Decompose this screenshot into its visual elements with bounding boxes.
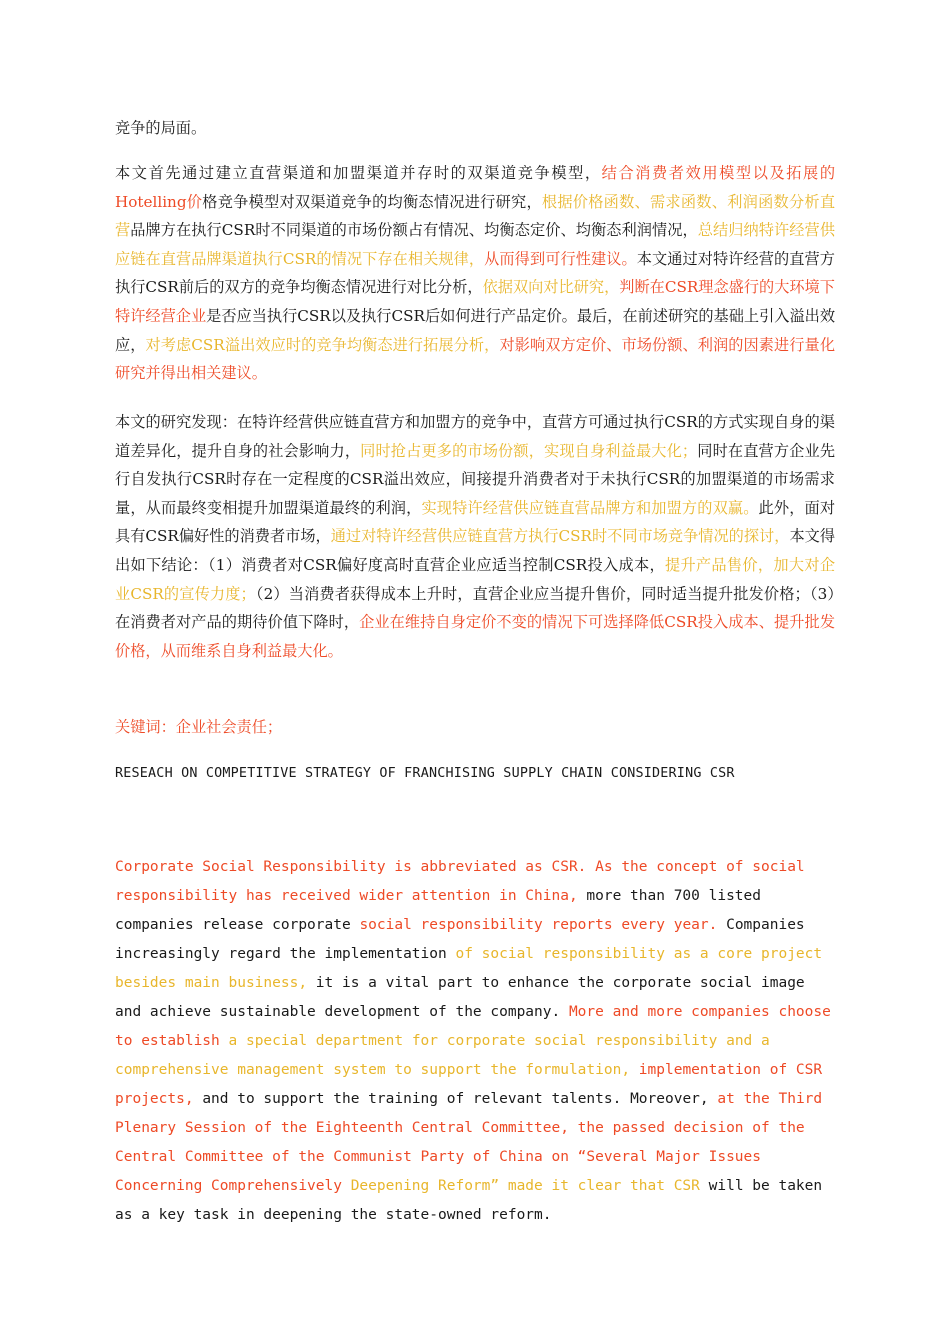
text-segment-amber: 对考虑CSR溢出效应时的竞争均衡态进行拓展分析， [145, 335, 500, 354]
text-segment-dark: 本文首先通过建立直营渠道和加盟渠道并存时的双渠道竞争模型， [115, 164, 602, 182]
text-segment-red: More and more companies choose to establish [115, 1004, 831, 1049]
text-segment-dark: 本文得出如下结论：（1）消费者对CSR偏好度高时直营企业应适当控制CSR投入成本， [115, 527, 835, 574]
text-segment-dark: 此外，面对具有CSR偏好性的消费者市场， [115, 498, 836, 546]
english-abstract-paragraph [115, 853, 835, 1230]
paragraph-intro-tail: 竞争的局面。 [115, 119, 207, 137]
text-segment-amber: of social responsibility as a core project besides main business, [115, 946, 823, 991]
text-segment-dark: it is a vital part to enhance the corporate social image and achieve sustainable development of the company. [115, 975, 805, 1020]
text-segment-dark: 本文通过对特许经营的直营方执行CSR前后的双方的竞争均衡态情况进行对比分析， [115, 249, 835, 297]
text-segment-amber: 通过对特许经营供应链直营方执行CSR时不同市场竞争情况的探讨， [330, 527, 790, 546]
text-segment-amber: 根据价格函数、需求函数、利润函数分析直营 [115, 192, 836, 240]
text-segment-amber: 同时抢占更多的市场份额，实现自身利益最大化； [360, 441, 698, 460]
text-segment-red: 结合消费者效用模型以及拓展的Hotelling价 [115, 164, 835, 211]
text-segment-red: implementation of CSR projects, [115, 1062, 823, 1107]
text-segment-red: 企业在维持自身定价不变的情况下可选择降低CSR投入成本、提升批发价格，从而维系自身利益最大化。 [115, 613, 836, 660]
text-segment-amber: 依据双向对比研究， [482, 278, 620, 297]
text-segment-red: at the Third Plenary Session of the Eighteenth Central Committee, the passed decision of the Central Committee of the Communist Party of China on “Several Major Issues Concerning Comprehensively [115, 1091, 823, 1194]
text-segment-dark: Companies increasingly regard the implementation [115, 917, 805, 962]
text-segment-amber: a special department for corporate social responsibility and a comprehensive management system to support the formulation, [115, 1033, 770, 1078]
text-segment-red: 对影响双方定价、市场份额、利润的因素进行量化研究并得出相关建议。 [115, 335, 836, 383]
text-segment-dark: and to support the training of relevant talents. Moreover, [202, 1091, 718, 1107]
text-segment-dark: more than 700 listed companies release corporate [115, 888, 762, 933]
text-segment-dark: （2）当消费者获得成本上升时，直营企业应当提升售价，同时适当提升批发价格；（3）在消费者对产品的期待价值下降时， [115, 584, 835, 632]
keywords-line: 关键词：企业社会责任； [115, 718, 283, 736]
text-segment-dark: 同时在直营方企业先行自发执行CSR时存在一定程度的CSR溢出效应，间接提升消费者对于未执行CSR的加盟渠道的市场需求量，从而最终变相提升加盟渠道最终的利润， [115, 441, 836, 517]
text-segment-red: social responsibility reports every year. [359, 917, 727, 933]
paragraph-findings [115, 408, 835, 665]
text-segment-dark: 是否应当执行CSR以及执行CSR后如何进行产品定价。最后，在前述研究的基础上引入溢出效应， [115, 306, 836, 354]
text-segment-amber: 提升产品售价，加大对企业CSR的宣传力度； [115, 555, 836, 603]
text-segment-dark: 本文的研究发现：在特许经营供应链直营方和加盟方的竞争中，直营方可通过执行CSR的方式实现自身的渠道差异化，提升自身的社会影响力， [115, 413, 835, 460]
text-segment-dark: will be taken as a key task in deepening the state-owned reform. [115, 1178, 823, 1223]
text-segment-red: 从而得到可行性建议。 [484, 249, 637, 268]
paragraph-method [115, 159, 835, 388]
text-segment-dark: 格竞争模型对双渠道竞争的均衡态情况进行研究， [202, 192, 542, 211]
text-segment-red: 判断在CSR理念盛行的大环境下特许经营企业 [115, 278, 835, 325]
text-segment-amber: Deepening Reform” made it clear that CSR [350, 1178, 709, 1194]
text-segment-amber: 总结归纳特许经营供应链在直营品牌渠道执行CSR的情况下存在相关规律， [115, 221, 836, 268]
text-segment-red: Corporate Social Responsibility is abbreviated as CSR. As the concept of social responsibility has received wider attention in China, [115, 859, 805, 904]
text-segment-amber: 实现特许经营供应链直营品牌方和加盟方的双赢。 [421, 498, 759, 517]
text-segment-dark: 品牌方在执行CSR时不同渠道的市场份额占有情况、均衡态定价、均衡态利润情况， [130, 221, 698, 240]
english-title: RESEACH ON COMPETITIVE STRATEGY OF FRANCHISING SUPPLY CHAIN CONSIDERING CSR [115, 766, 735, 781]
